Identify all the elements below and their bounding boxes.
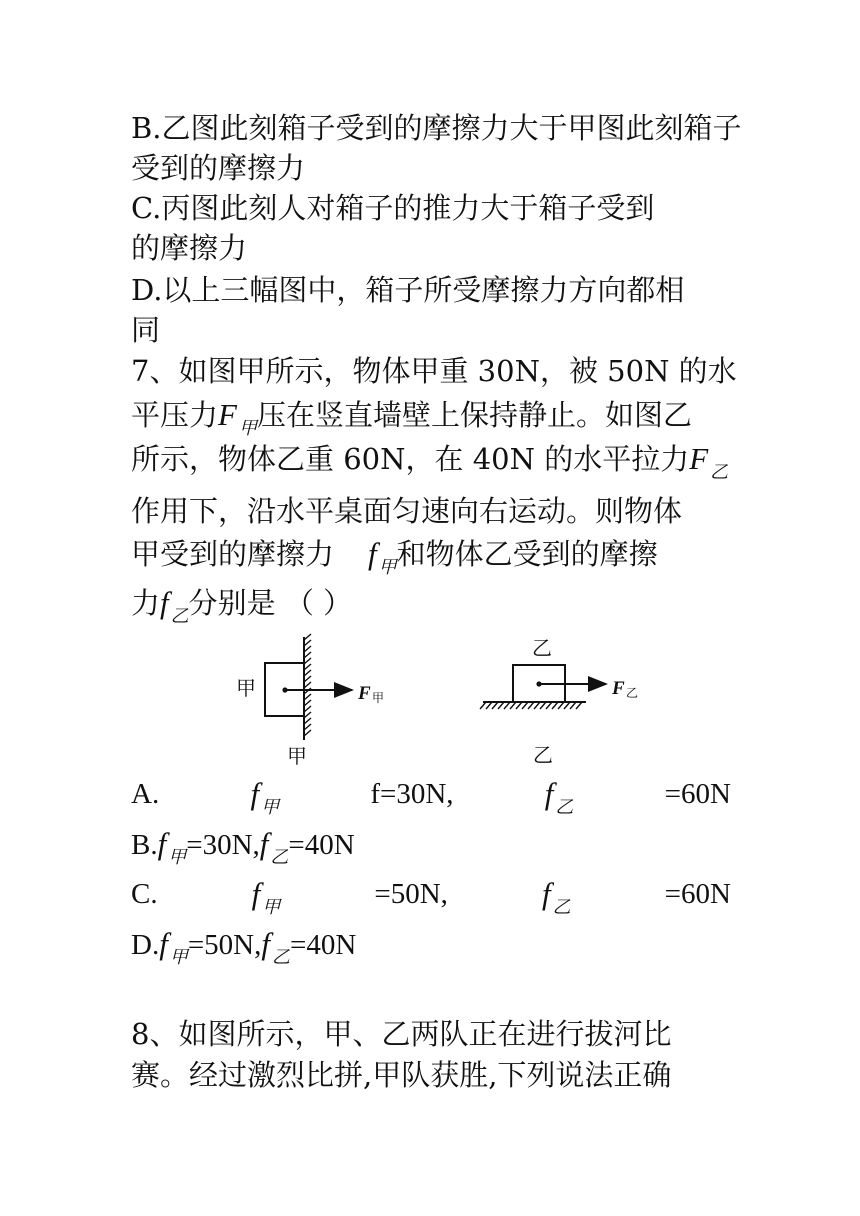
hatch-mark	[510, 702, 516, 709]
hatch-mark	[504, 702, 510, 709]
hatch-mark	[564, 702, 570, 709]
hatch-mark	[304, 670, 311, 676]
friction-symbol: f	[250, 776, 260, 811]
option-d-line1: D.以上三幅图中，箱子所受摩擦力方向都相	[131, 273, 685, 307]
friction-subscript: 乙	[552, 897, 571, 917]
friction-symbol: f	[157, 826, 167, 861]
hatch-mark	[534, 702, 540, 709]
option-b-value2: =40N	[288, 829, 355, 861]
hatch-mark	[304, 634, 311, 640]
option-d-prefix: D.	[131, 929, 160, 961]
question-8-line2: 赛。经过激烈比拼,甲队获胜,下列说法正确	[131, 1058, 672, 1092]
hatch-mark	[304, 730, 311, 736]
hatch-mark	[304, 706, 311, 712]
force-label-yi-sub: 乙	[626, 686, 639, 700]
caption-yi: 乙	[533, 743, 553, 767]
hatch-mark	[540, 702, 546, 709]
hatch-mark	[304, 664, 311, 670]
center-dot	[282, 687, 287, 692]
text: 压在竖直墙壁上保持静止。如图乙	[256, 398, 692, 432]
friction-subscript: 乙	[272, 947, 291, 967]
friction-symbol: f	[160, 585, 169, 620]
option-a-value2: =60N	[664, 778, 731, 810]
text: 甲受到的摩擦力	[131, 537, 335, 571]
question-7-line4: 作用下，沿水平桌面匀速向右运动。则物体	[131, 494, 683, 528]
caption-jia: 甲	[287, 744, 307, 768]
text: 力	[131, 586, 161, 620]
friction-symbol: f	[368, 536, 377, 571]
center-dot	[536, 681, 541, 686]
hatch-mark	[304, 700, 311, 706]
hatch-mark	[558, 702, 564, 709]
friction-subscript: 乙	[555, 797, 574, 817]
option-b-line2: 受到的摩擦力	[131, 151, 306, 185]
hatch-mark	[304, 718, 311, 724]
hatch-mark	[576, 702, 582, 709]
force-label-jia: F	[358, 683, 371, 704]
box-label-yi: 乙	[532, 636, 552, 660]
option-b-value1: =30N,	[186, 829, 260, 861]
question-8-line1: 8、如图所示，甲、乙两队正在进行拔河比	[131, 1017, 672, 1051]
option-c-value1: =50N,	[374, 878, 448, 910]
force-symbol: F	[689, 441, 709, 476]
hatch-mark	[304, 724, 311, 730]
friction-symbol: f	[251, 876, 261, 911]
text: 平压力	[131, 398, 219, 432]
force-label-jia-sub: 甲	[372, 691, 385, 705]
force-symbol: F	[218, 397, 237, 432]
friction-subscript: 甲	[168, 847, 187, 867]
option-a-prefix: A.	[131, 778, 160, 810]
option-a	[131, 776, 731, 816]
friction-symbol: f	[541, 876, 551, 911]
hatch-mark	[498, 702, 504, 709]
friction-symbol: f	[159, 926, 168, 961]
option-d	[131, 926, 731, 966]
option-b	[131, 826, 731, 866]
hatch-mark	[304, 682, 311, 688]
force-label-yi: F	[612, 678, 625, 699]
option-c-line2: 的摩擦力	[131, 231, 248, 265]
text: 所示，物体乙重 60N，在 40N 的水平拉力	[131, 442, 690, 476]
hatch-mark	[492, 702, 498, 709]
diagram-jia	[236, 634, 384, 768]
hatch-mark	[522, 702, 528, 709]
box-label-jia: 甲	[236, 676, 256, 700]
option-c-line1: C.丙图此刻人对箱子的推力大于箱子受到	[131, 191, 655, 225]
option-b-line1: B.乙图此刻箱子受到的摩擦力大于甲图此刻箱子	[131, 111, 742, 145]
option-c	[131, 876, 731, 916]
hatch-mark	[546, 702, 552, 709]
hatch-mark	[486, 702, 492, 709]
option-c-value2: =60N	[664, 878, 731, 910]
friction-subscript: 甲	[169, 947, 188, 967]
friction-subscript: 乙	[170, 606, 189, 626]
text: 和物体乙受到的摩擦	[396, 537, 658, 571]
hatch-mark	[304, 652, 311, 658]
option-b-prefix: B.	[131, 829, 158, 861]
wall-hatching	[304, 634, 311, 736]
friction-subscript: 乙	[270, 847, 289, 867]
option-d-line2: 同	[131, 313, 161, 347]
force-subscript: 甲	[238, 418, 257, 438]
hatch-mark	[528, 702, 534, 709]
diagram-yi	[480, 636, 638, 767]
hatch-mark	[570, 702, 576, 709]
hatch-mark	[304, 676, 311, 682]
option-a-value1: f=30N,	[370, 778, 454, 810]
ground-hatching	[480, 702, 582, 709]
hatch-mark	[304, 640, 311, 646]
hatch-mark	[552, 702, 558, 709]
hatch-mark	[304, 646, 311, 652]
hatch-mark	[516, 702, 522, 709]
friction-symbol: f	[544, 776, 554, 811]
hatch-mark	[304, 658, 311, 664]
hatch-mark	[304, 694, 311, 700]
option-d-value2: =40N	[290, 929, 357, 961]
force-subscript: 乙	[710, 462, 729, 482]
hatch-mark	[304, 712, 311, 718]
question-7-line1: 7、如图甲所示，物体甲重 30N，被 50N 的水	[131, 354, 737, 388]
friction-symbol: f	[259, 826, 269, 861]
option-c-prefix: C.	[131, 878, 158, 910]
option-d-value1: =50N,	[187, 929, 262, 961]
text: 分别是 （ ）	[188, 586, 353, 620]
hatch-mark	[480, 702, 486, 709]
friction-subscript: 甲	[378, 557, 397, 577]
friction-subscript: 甲	[261, 797, 280, 817]
friction-subscript: 甲	[262, 897, 281, 917]
friction-symbol: f	[261, 926, 271, 961]
